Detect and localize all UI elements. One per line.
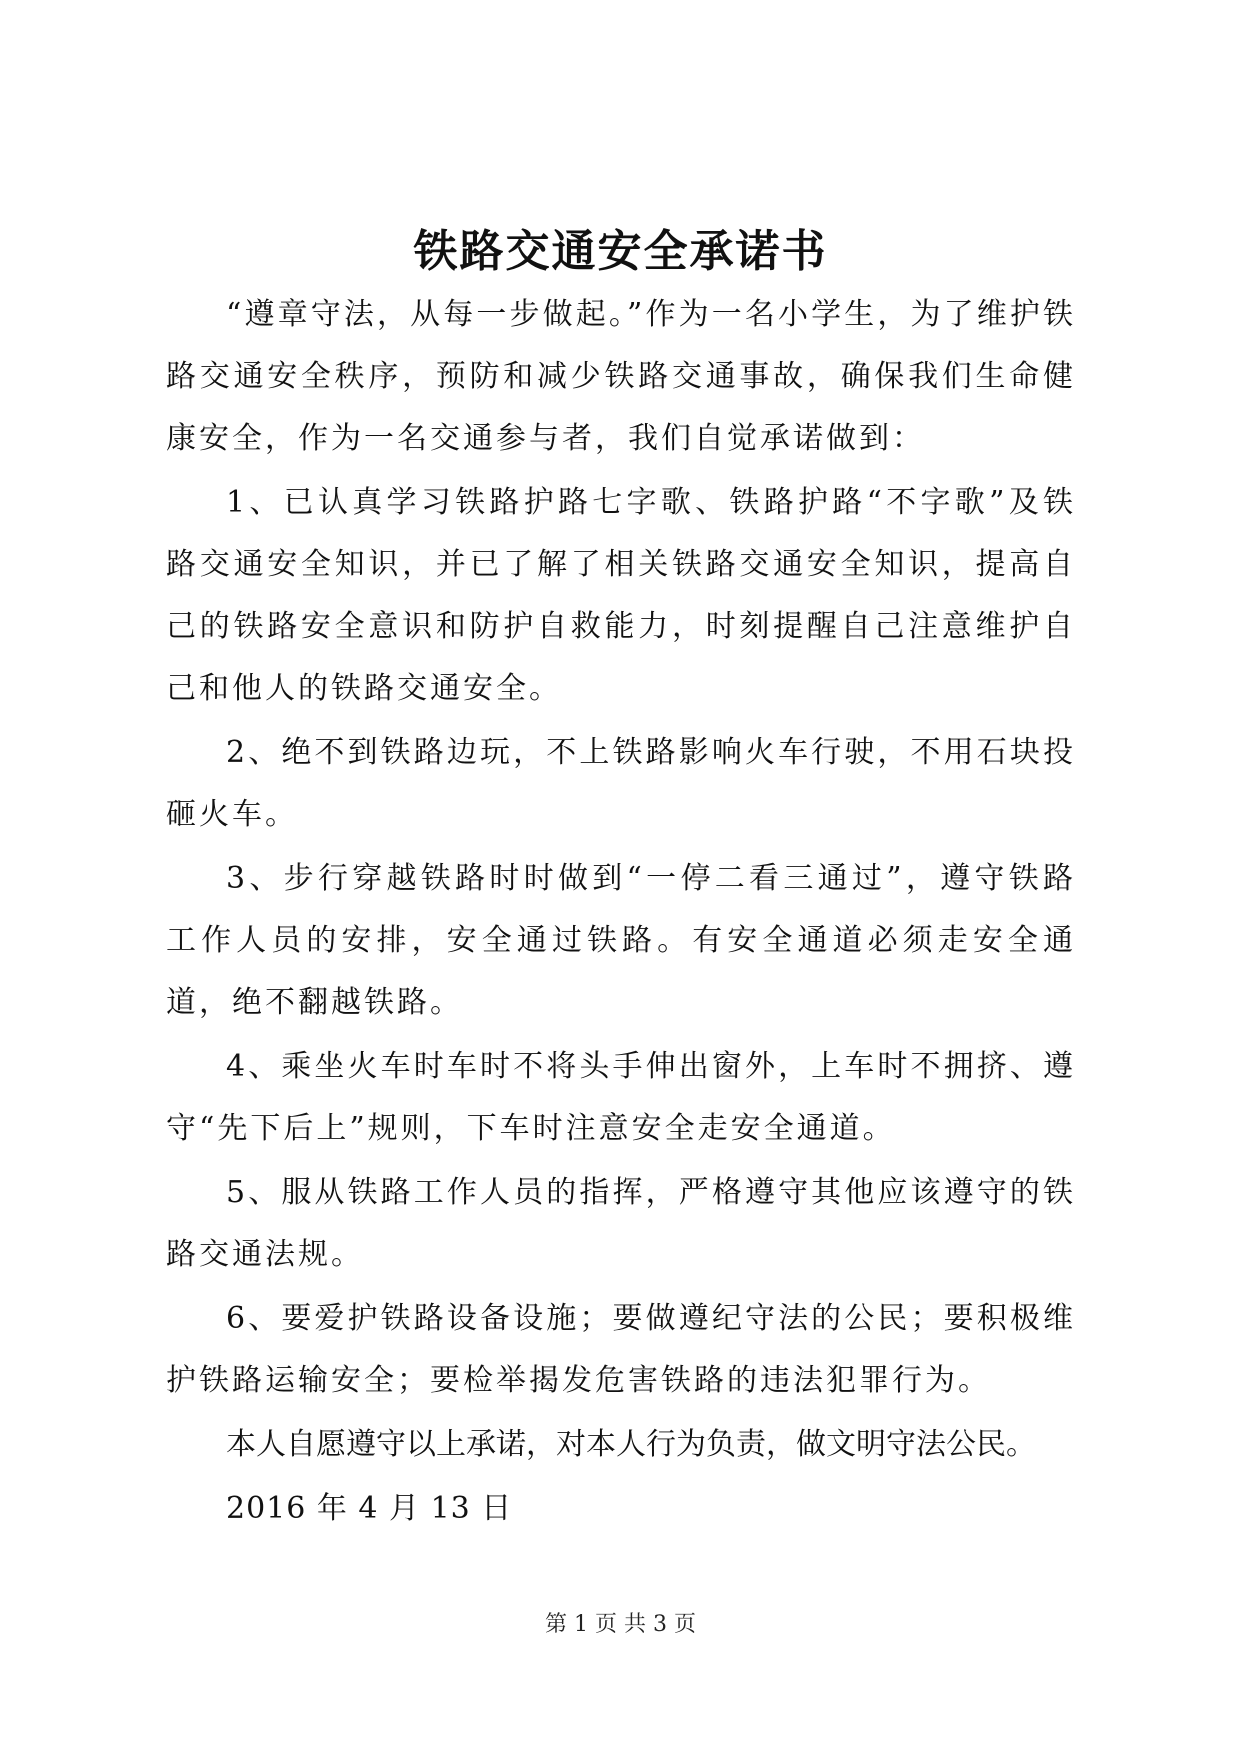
page-footer: 第 1 页 共 3 页 <box>545 1612 696 1637</box>
commitment-item-6: 6、要爱护铁路设备设施；要做遵纪守法的公民；要积极维护铁路运输安全；要检举揭发危害铁路的违法犯罪行为。 <box>166 1301 1076 1398</box>
document-body <box>166 284 1076 1540</box>
commitment-statement: 本人自愿遵守以上承诺，对本人行为负责，做文明守法公民。 <box>226 1427 1036 1462</box>
commitment-item-3: 3、步行穿越铁路时时做到“一停二看三通过”，遵守铁路工作人员的安排，安全通过铁路。有安全通道必须走安全通道，绝不翻越铁路。 <box>166 861 1076 1020</box>
commitment-item-5: 5、服从铁路工作人员的指挥，严格遵守其他应该遵守的铁路交通法规。 <box>166 1175 1076 1272</box>
commitment-item-1: 1、已认真学习铁路护路七字歌、铁路护路“不字歌”及铁路交通安全知识，并已了解了相关铁路交通安全知识，提高自己的铁路安全意识和防护自救能力，时刻提醒自己注意维护自己和他人的铁路交通安全。 <box>166 485 1076 706</box>
intro-paragraph: “遵章守法，从每一步做起。”作为一名小学生，为了维护铁路交通安全秩序，预防和减少铁路交通事故，确保我们生命健康安全，作为一名交通参与者，我们自觉承诺做到： <box>166 297 1076 456</box>
commitment-item-4: 4、乘坐火车时车时不将头手伸出窗外，上车时不拥挤、遵守“先下后上”规则，下车时注意安全走安全通道。 <box>166 1049 1076 1146</box>
commitment-item-2: 2、绝不到铁路边玩，不上铁路影响火车行驶，不用石块投砸火车。 <box>166 735 1076 832</box>
document-title: 铁路交通安全承诺书 <box>413 226 828 277</box>
signature-date: 2016 年 4 月 13 日 <box>226 1491 513 1526</box>
